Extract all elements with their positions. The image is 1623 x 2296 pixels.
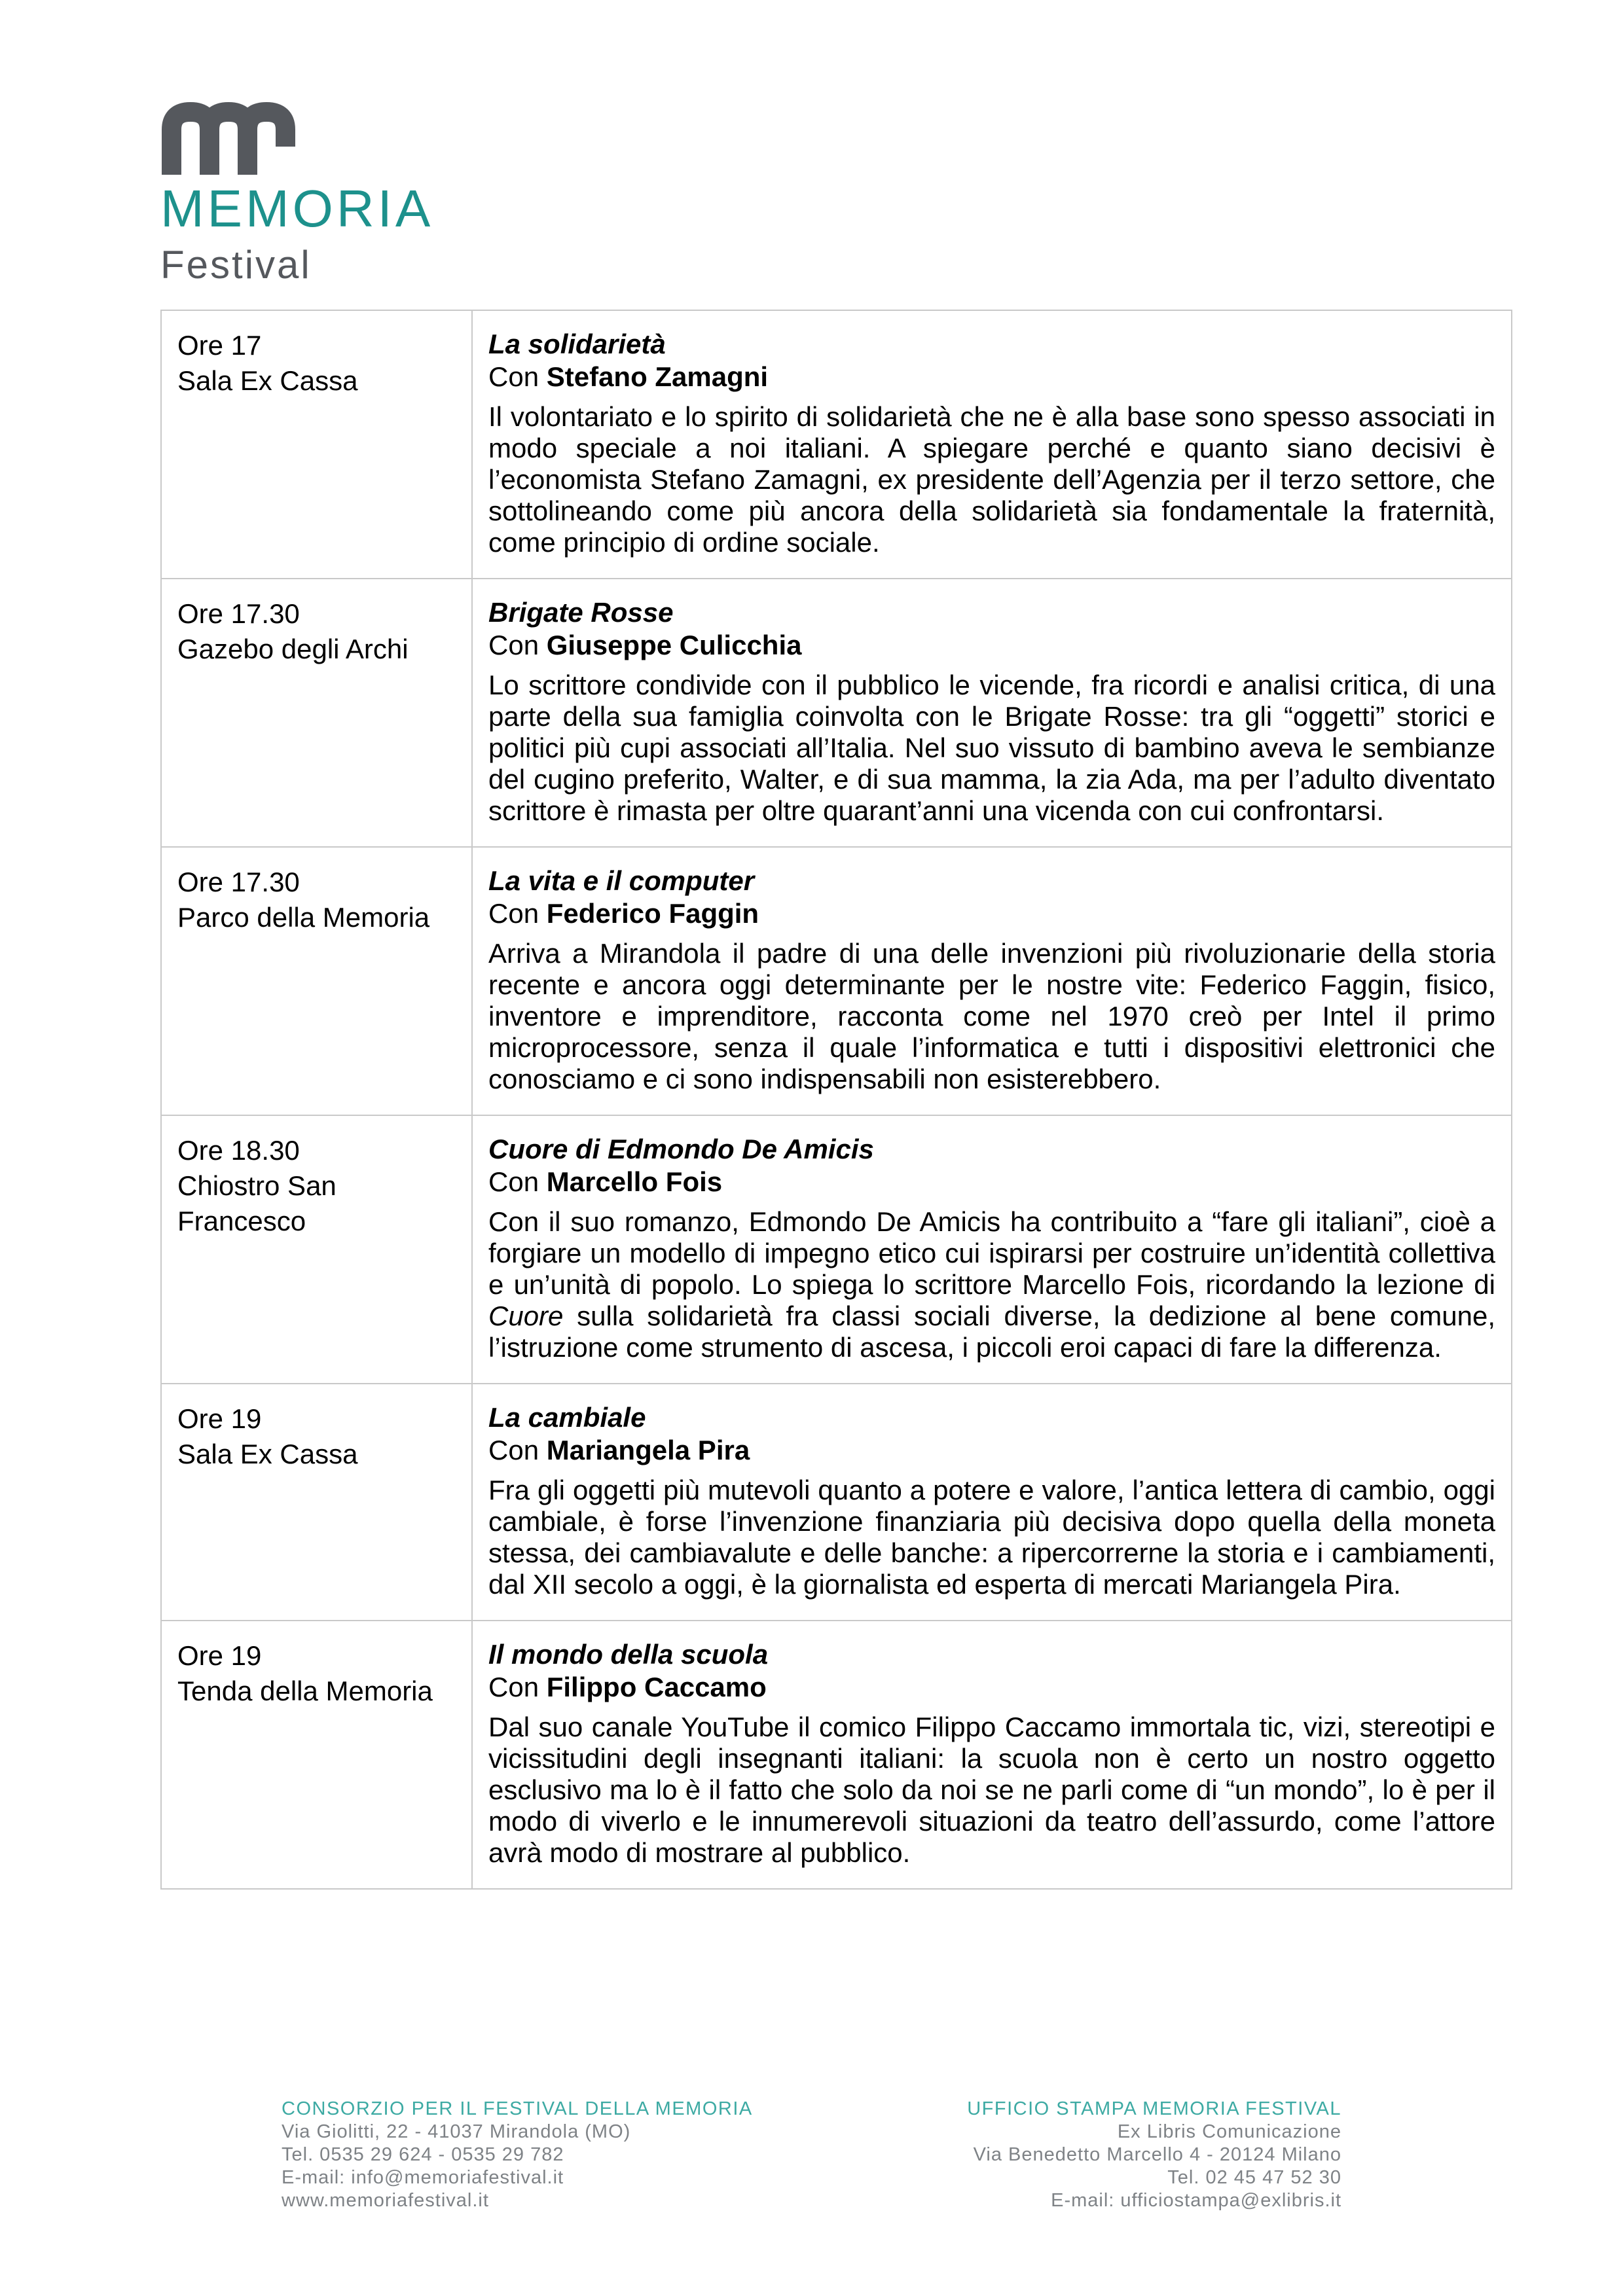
footer-consorzio-address: Via Giolitti, 22 - 41037 Mirandola (MO) [282,2121,631,2142]
event-guest-name: Filippo Caccamo [546,1672,767,1702]
event-row [161,310,1512,579]
logo-subtitle-text: Festival [160,243,312,287]
footer-ufficio-address: Via Benedetto Marcello 4 - 20124 Milano [973,2144,1341,2165]
event-guest-name: Stefano Zamagni [546,361,769,392]
event-when-cell [161,1384,472,1621]
event-time: Ore 19 [177,1640,262,1671]
event-guest-name: Mariangela Pira [546,1435,750,1465]
event-venue: Sala Ex Cassa [177,365,358,396]
footer-ufficio-stampa-block [967,2098,1341,2212]
event-guest-name: Giuseppe Culicchia [546,630,802,660]
event-time: Ore 17 [177,330,262,361]
logo-brand-text: MEMORIA [160,179,434,238]
event-speaker-line [488,629,1495,662]
footer-consorzio-email: E-mail: info@memoriafestival.it [282,2167,564,2188]
event-details-cell [472,1115,1512,1384]
event-time: Ore 17.30 [177,867,300,897]
event-row [161,1115,1512,1384]
event-row [161,1384,1512,1621]
event-description: Arriva a Mirandola il padre di una delle invenzioni più rivoluzionarie della storia recente e ancora oggi determinante per le nostre vite: Federico Faggin, fisico, inventore e imprenditore, racconta come nel 1970 creò per Intel il primo microprocessore, senza il quale l’informatica e tutti i dispositivi elettronici che conosciamo e ci sono indispensabili non esisterebbero. [488,938,1495,1094]
event-title: Il mondo della scuola [488,1639,769,1670]
event-venue: Tenda della Memoria [177,1676,433,1706]
event-description: Con il suo romanzo, Edmondo De Amicis ha contribuito a “fare gli italiani”, cioè a forgiare un modello di impegno etico cui ispirarsi per costruire un’identità collettiva e un’unità di popolo. Lo spiega lo scrittore Marcello Fois, ricordando la lezione di Cuore sulla solidarietà fra classi sociali diverse, la dedizione al bene comune, l’istruzione come strumento di ascesa, i piccoli eroi capaci di fare la differenza. [488,1206,1495,1363]
event-time: Ore 19 [177,1403,262,1434]
event-description: Il volontariato e lo spirito di solidarietà che ne è alla base sono spesso associati in modo speciale a noi italiani. A spiegare perché e quanto siano decisivi è l’economista Stefano Zamagni, ex presidente dell’Agenzia per il terzo settore, che sottolineando come più ancora della solidarietà sia fondamentale la fraternità, come principio di ordine sociale. [488,401,1495,558]
event-con-prefix: Con [488,361,547,392]
event-when-cell [161,847,472,1115]
event-details-cell [472,1621,1512,1889]
event-con-prefix: Con [488,898,547,929]
footer-consorzio-website: www.memoriafestival.it [282,2190,489,2211]
event-con-prefix: Con [488,1672,547,1702]
event-details-cell [472,310,1512,579]
arches-logo-icon [160,99,299,175]
event-title: Cuore di Edmondo De Amicis [488,1134,874,1164]
event-speaker-line [488,897,1495,930]
event-description: Dal suo canale YouTube il comico Filippo Caccamo immortala tic, vizi, stereotipi e vicissitudini degli insegnanti italiani: la scuola non è certo un nostro oggetto esclusivo ma lo è il fatto che solo da noi se ne parli come di “un mondo”, lo è per il modo di viverlo e le innumerevoli situazioni da teatro dell’assurdo, come l’attore avrà modo di mostrare al pubblico. [488,1712,1495,1868]
event-speaker-line [488,1166,1495,1198]
event-venue: Parco della Memoria [177,902,430,933]
event-title: La solidarietà [488,329,666,359]
event-when-cell [161,1621,472,1889]
event-title: Brigate Rosse [488,597,674,628]
event-speaker-line [488,361,1495,393]
event-description: Fra gli oggetti più mutevoli quanto a potere e valore, l’antica lettera di cambio, oggi cambiale, è forse l’invenzione finanziaria più decisiva dopo quella della moneta stessa, dei cambiavalute e delle banche: a ripercorrerne la storia e i cambiamenti, dal XII secolo a oggi, è la giornalista ed esperta di mercati Mariangela Pira. [488,1475,1495,1600]
footer-consorzio-block [282,2098,753,2212]
event-venue: Chiostro San Francesco [177,1170,337,1236]
memoria-festival-logo [160,99,433,285]
footer-consorzio-phone: Tel. 0535 29 624 - 0535 29 782 [282,2144,564,2165]
event-time: Ore 17.30 [177,598,300,629]
event-time: Ore 18.30 [177,1135,300,1166]
event-row [161,1621,1512,1889]
event-title: La vita e il computer [488,865,755,896]
footer-consorzio-heading: CONSORZIO PER IL FESTIVAL DELLA MEMORIA [282,2098,753,2119]
event-when-cell [161,579,472,847]
footer-ufficio-company: Ex Libris Comunicazione [1117,2121,1341,2142]
footer-ufficio-heading: UFFICIO STAMPA MEMORIA FESTIVAL [967,2098,1341,2119]
event-row [161,579,1512,847]
events-table [160,310,1512,1890]
event-con-prefix: Con [488,1435,547,1465]
event-when-cell [161,1115,472,1384]
event-guest-name: Federico Faggin [546,898,759,929]
event-con-prefix: Con [488,630,547,660]
event-con-prefix: Con [488,1166,547,1197]
events-body [161,310,1512,1889]
event-description: Lo scrittore condivide con il pubblico le vicende, fra ricordi e analisi critica, di una parte della sua famiglia coinvolta con le Brigate Rosse: tra gli “oggetti” storici e politici più cupi associati all’Italia. Nel suo vissuto di bambino aveva le sembianze del cugino preferito, Walter, e di sua mamma, la zia Ada, ma per l’adulto diventato scrittore è rimasta per oltre quarant’anni una vicenda con cui confrontarsi. [488,670,1495,826]
event-row [161,847,1512,1115]
footer-ufficio-email: E-mail: ufficiostampa@exlibris.it [1051,2190,1341,2211]
event-details-cell [472,847,1512,1115]
event-when-cell [161,310,472,579]
event-speaker-line [488,1434,1495,1467]
event-speaker-line [488,1671,1495,1704]
event-title: La cambiale [488,1402,646,1433]
footer-ufficio-phone: Tel. 02 45 47 52 30 [1167,2167,1341,2188]
event-venue: Sala Ex Cassa [177,1439,358,1469]
event-details-cell [472,1384,1512,1621]
event-details-cell [472,579,1512,847]
event-venue: Gazebo degli Archi [177,634,409,664]
event-guest-name: Marcello Fois [546,1166,723,1197]
